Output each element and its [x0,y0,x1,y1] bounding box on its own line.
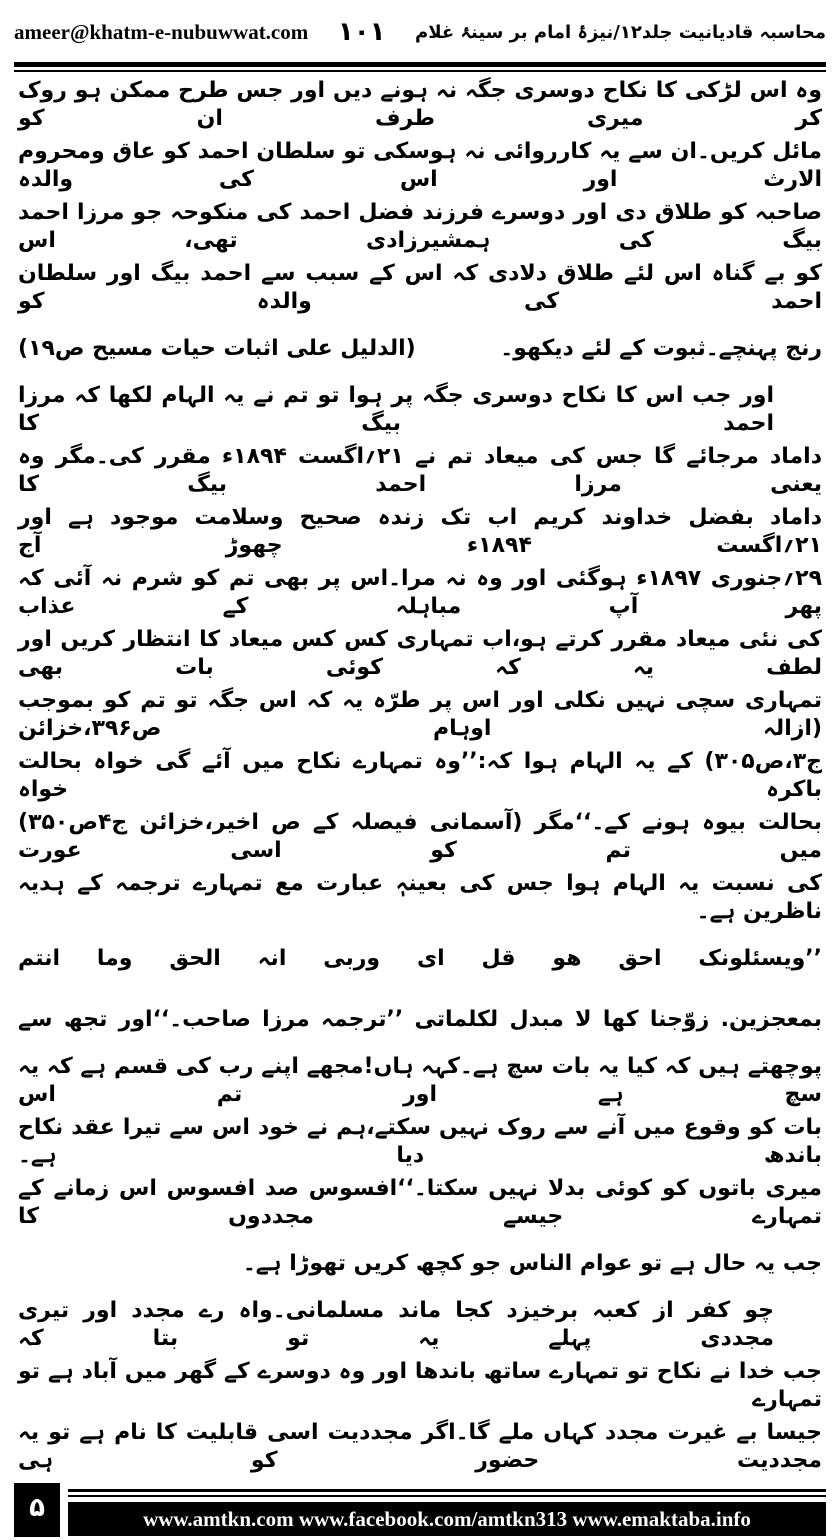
text-line: پوچھتے ہیں کہ کیا یہ بات سچ ہے۔کہہ ہاں!مجھے اپنے رب کی قسم ہے کہ یہ سچ ہے اور تم اس [18,1053,822,1107]
text-line: کو بے گناہ اس لئے طلاق دلادی کہ اس کے سبب سے احمد بیگ اور سلطان احمد کی والدہ کو [18,260,822,314]
header-rule-thin [14,70,826,72]
citation: (الدلیل علی اثبات حیات مسیح ص۱۹) [18,335,416,361]
text-line: داماد مرجائے گا جس کی میعاد تم نے ۲۱؍اگست ۱۸۹۴ء مقرر کی۔مگر وہ یعنی مرزا احمد بیگ کا [18,443,822,497]
text-line: جب خدا نے نکاح تو تمہارے ساتھ باندھا اور وہ دوسرے کے گھر میں آباد ہے تو تمہارے [18,1358,822,1412]
page-body [18,74,822,1477]
text-line: جیسا بے غیرت مجدد کہاں ملے گا۔اگر مجددیت اسی قابلیت کا نام ہے تو یہ مجددیت حضور کو ہی [18,1419,822,1473]
page-header [14,8,826,56]
paragraph-start-line: چو کفر از کعبہ برخیزد کجا ماند مسلمانی۔واہ رے مجدد اور تیری مجددی پہلے یہ تو بتا کہ [18,1297,774,1351]
text-line: کی نسبت یہ الہام ہوا جس کی بعینہٖ عبارت مع تمہارے ترجمہ کے ہدیہ ناظرین ہے۔ [18,870,822,924]
arabic-quote-line: ’’ویسئلونک احق ھو قل ای وربی انہ الحق وما انتم [18,945,822,971]
page-number: ١٠١ [337,17,386,47]
text-line: تمہاری سچی نہیں نکلی اور اس پر طرّہ یہ کہ اس جگہ تو تم کو بموجب (ازالہ اوہام ص۳۹۶،خزائن [18,687,822,741]
text-line: رنج پہنچے۔ثبوت کے لئے دیکھو۔ [500,335,822,361]
text-line: میری باتوں کو کوئی بدلا نہیں سکتا۔‘‘افسوس صد افسوس اس زمانے کے تمہارے جیسے مجددوں کا [18,1175,822,1229]
footer-links: www.amtkn.com www.facebook.com/amtkn313 www.emaktaba.info [68,1502,826,1536]
text-line: جب یہ حال ہے تو عوام الناس جو کچھ کریں تھوڑا ہے۔ [242,1250,822,1276]
header-rule-thick [14,62,826,67]
text-line: صاحبہ کو طلاق دی اور دوسرے فرزند فضل احمد کی منکوحہ جو مرزا احمد بیگ کی ہمشیرزادی تھی، اس [18,199,822,253]
arabic-quote-line: بمعجزین. زوّجنا کھا لا مبدل لکلماتی ’’ترجمہ مرزا صاحب۔‘‘اور تجھ سے [18,1006,822,1032]
footer-rule [68,1495,826,1497]
book-title: محاسبہ قادیانیت جلد۱۲/نیزۂ امام بر سینۂ غلام [415,21,826,43]
text-line: ۲۹؍جنوری ۱۸۹۷ء ہوگئی اور وہ نہ مرا۔اس پر بھی تم کو شرم نہ آئی کہ پھر آپ مباہلہ کے عذاب [18,565,822,619]
text-line: ج۳،ص۳۰۵) کے یہ الہام ہوا کہ:’’وہ تمہارے نکاح میں آئے گی خواہ بحالت باکرہ خواہ [18,748,822,802]
text-line-with-citation [18,318,822,379]
text-line: داماد بفضل خداوند کریم اب تک زندہ صحیح وسلامت موجود ہے اور ۲۱؍اگست ۱۸۹۴ء چھوڑ آج [18,504,822,558]
text-line: کی نئی میعاد مقرر کرتے ہو،اب تمہاری کس کس میعاد کا انتظار کریں اور لطف یہ کہ کوئی بات بھی [18,626,822,680]
text-line: بحالت بیوہ ہونے کے۔‘‘مگر (آسمانی فیصلہ کے ص اخیر،خزائن ج۴ص۳۵۰) میں تم کو اسی عورت [18,809,822,863]
text-line: بات کو وقوع میں آنے سے روک نہیں سکتے،ہم نے خود اس سے تیرا عقد نکاح باندھ دیا ہے۔ [18,1114,822,1168]
text-line: مائل کریں۔ان سے یہ کارروائی نہ ہوسکی تو سلطان احمد کو عاق ومحروم الارث اور اس کی والدہ [18,138,822,192]
header-email: ameer@khatm-e-nubuwwat.com [14,19,309,44]
paragraph-start-line: اور جب اس کا نکاح دوسری جگہ پر ہوا تو تم نے یہ الہام لکھا کہ مرزا احمد بیگ کا [18,382,774,436]
section-number-badge: ۵ [14,1483,60,1537]
text-line: وہ اس لڑکی کا نکاح دوسری جگہ نہ ہونے دیں اور جس طرح ممکن ہو روک کر میری طرف ان کو [18,77,822,131]
footer-rule [68,1489,826,1492]
